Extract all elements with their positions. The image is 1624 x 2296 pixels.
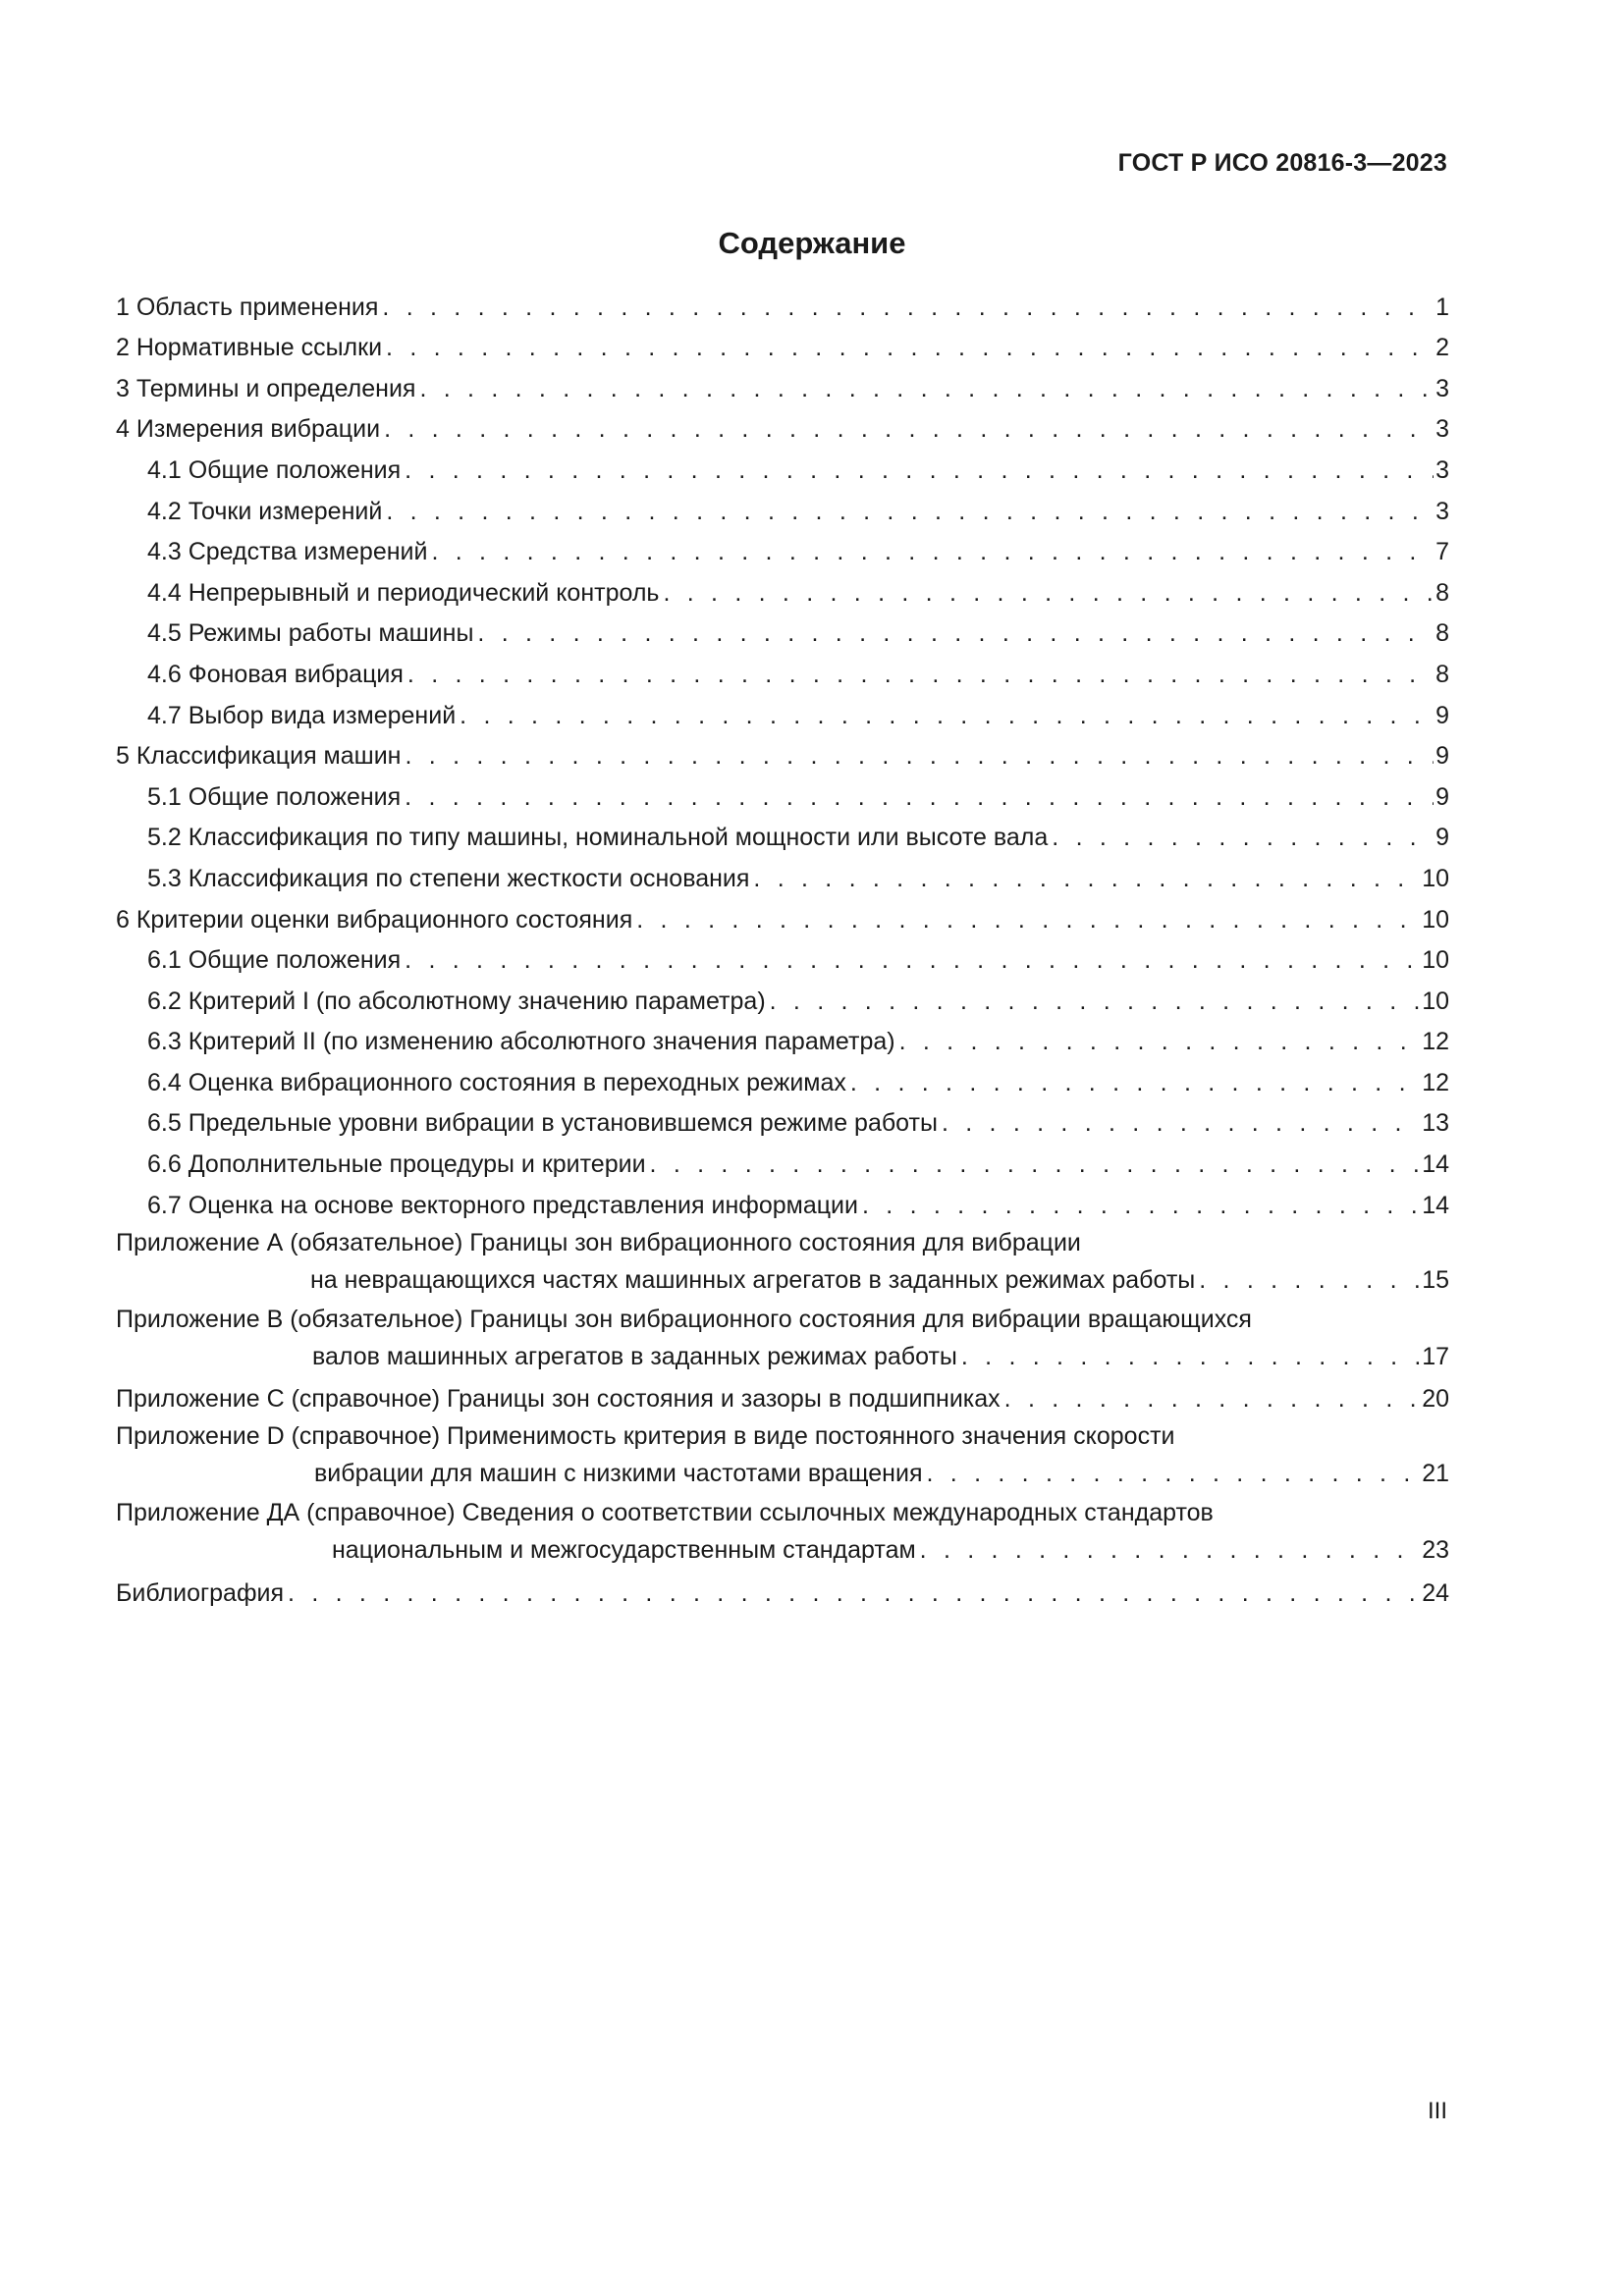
toc-entry-label: 6.2 Критерий I (по абсолютному значению параметра) [147,987,766,1015]
toc-entry-annex-d[interactable] [116,1417,1449,1494]
toc-entry-label-continued: на невращающихся частях машинных агрегатов в заданных режимах работы [310,1265,1196,1294]
toc-entry-page: 8 [1435,660,1449,688]
toc-entry-6-2[interactable] [116,979,1449,1020]
toc-entry-page: 10 [1422,987,1449,1015]
toc-entry-page: 10 [1422,864,1449,892]
toc-entry-page: 3 [1435,374,1449,402]
leader-dots [431,533,1434,570]
toc-entry-page: 3 [1435,455,1449,484]
toc-entry-page: 8 [1435,578,1449,607]
leader-dots [386,493,1434,530]
toc-entry-5-2[interactable] [116,816,1449,857]
toc-entry-4-4[interactable] [116,570,1449,612]
leader-dots [1004,1380,1421,1417]
toc-entry-4-2[interactable] [116,489,1449,530]
page-number: III [1427,2098,1447,2124]
toc-entry-6-6[interactable] [116,1142,1449,1183]
toc-entry-4-1[interactable] [116,448,1449,489]
toc-title: Содержание [718,226,906,260]
document-code: ГОСТ Р ИСО 20816-3—2023 [1117,149,1447,177]
toc-entry-annex-c[interactable] [116,1377,1449,1418]
leader-dots [407,656,1434,693]
toc-entry-label: 2 Нормативные ссылки [116,334,383,362]
leader-dots [899,1023,1421,1060]
toc-entry-5-3[interactable] [116,856,1449,897]
leader-dots [770,983,1421,1020]
toc-entry-annex-a[interactable] [116,1224,1449,1301]
toc-entry-continuation [116,1338,1449,1375]
leader-dots [288,1575,1420,1612]
toc-entry-page: 13 [1422,1109,1449,1138]
leader-dots [636,901,1420,938]
toc-entry-label: 6.6 Дополнительные процедуры и критерии [147,1150,646,1179]
toc-entry-4-3[interactable] [116,530,1449,571]
toc-entry-label: 4.5 Режимы работы машины [147,619,474,648]
toc-entry-label: 1 Область применения [116,293,379,321]
toc-entry-1[interactable] [116,285,1449,326]
leader-dots [850,1064,1420,1101]
leader-dots [405,737,1434,774]
toc-entry-continuation [116,1455,1449,1492]
toc-entry-page: 15 [1422,1265,1449,1294]
toc-entry-page: 2 [1435,334,1449,362]
toc-entry-label: 4.7 Выбор вида измерений [147,701,457,729]
toc-entry-label: 4.4 Непрерывный и периодический контроль [147,578,660,607]
toc-entry-label: 5.2 Классификация по типу машины, номинальной мощности или высоте вала [147,824,1049,852]
leader-dots [942,1104,1420,1142]
toc-entry-label: Приложение ДА (справочное) Сведения о соответствии ссылочных международных стандартов [116,1499,1214,1527]
toc-entry-page: 24 [1422,1578,1449,1607]
toc-entry-label: 6 Критерии оценки вибрационного состояния [116,905,633,934]
leader-dots [663,574,1434,612]
toc-entry-label: 4.6 Фоновая вибрация [147,660,404,688]
toc-entry-label-continued: вибрации для машин с низкими частотами вращения [314,1460,923,1488]
toc-entry-6[interactable] [116,897,1449,938]
toc-entry-page: 23 [1422,1536,1449,1565]
toc-entry-6-3[interactable] [116,1020,1449,1061]
leader-dots [1199,1261,1420,1299]
leader-dots [477,614,1434,652]
toc-entry-2[interactable] [116,326,1449,367]
leader-dots [419,370,1434,407]
toc-entry-page: 9 [1435,742,1449,771]
leader-dots [405,778,1434,816]
toc-entry-page: 12 [1422,1028,1449,1056]
toc-entry-page: 9 [1435,701,1449,729]
toc-entry-label: Приложение D (справочное) Применимость критерия в виде постоянного значения скорости [116,1422,1175,1451]
toc-entry-label: 6.3 Критерий II (по изменению абсолютного значения параметра) [147,1028,895,1056]
toc-entry-page: 20 [1422,1385,1449,1414]
toc-entry-5[interactable] [116,734,1449,775]
leader-dots [386,329,1434,366]
toc-entry-5-1[interactable] [116,774,1449,816]
toc-entry-label: Приложение В (обязательное) Границы зон вибрационного состояния для вибрации вращающихся [116,1305,1252,1333]
toc-entry-page: 3 [1435,415,1449,444]
toc-entry-continuation [116,1531,1449,1569]
toc-entry-page: 7 [1435,538,1449,566]
leader-dots [382,289,1434,326]
leader-dots [460,697,1434,734]
toc-entry-label: Приложение С (справочное) Границы зон состояния и зазоры в подшипниках [116,1385,1001,1414]
toc-entry-page: 10 [1422,946,1449,975]
table-of-contents [116,285,1449,1612]
leader-dots [384,410,1434,448]
toc-entry-annex-b[interactable] [116,1301,1449,1377]
toc-entry-annex-da[interactable] [116,1494,1449,1571]
toc-entry-label: 4.1 Общие положения [147,455,402,484]
toc-entry-label: 3 Термины и определения [116,374,416,402]
toc-entry-4[interactable] [116,407,1449,449]
toc-entry-label: 4 Измерения вибрации [116,415,381,444]
toc-entry-page: 1 [1435,293,1449,321]
leader-dots [753,860,1420,897]
toc-entry-page: 9 [1435,782,1449,811]
toc-entry-label: 6.1 Общие положения [147,946,402,975]
toc-entry-page: 17 [1422,1342,1449,1370]
toc-entry-page: 21 [1422,1460,1449,1488]
toc-entry-page: 12 [1422,1068,1449,1096]
leader-dots [405,452,1434,489]
leader-dots [650,1146,1421,1183]
toc-entry-4-5[interactable] [116,612,1449,653]
toc-entry-page: 9 [1435,824,1449,852]
toc-entry-6-1[interactable] [116,938,1449,980]
toc-entry-continuation [116,1261,1449,1299]
toc-entry-label: 5.1 Общие положения [147,782,402,811]
toc-entry-label-continued: национальным и межгосударственным стандартам [332,1536,916,1565]
toc-entry-label: 5 Классификация машин [116,742,402,771]
leader-dots [1052,819,1434,856]
toc-entry-label: 6.5 Предельные уровни вибрации в установившемся режиме работы [147,1109,938,1138]
leader-dots [862,1187,1420,1224]
toc-entry-label: 6.4 Оценка вибрационного состояния в переходных режимах [147,1068,846,1096]
toc-entry-label: 4.2 Точки измерений [147,497,383,525]
leader-dots [920,1531,1421,1569]
toc-entry-label: Приложение А (обязательное) Границы зон вибрационного состояния для вибрации [116,1228,1081,1256]
toc-entry-label: 5.3 Классификация по степени жесткости основания [147,864,750,892]
toc-entry-page: 3 [1435,497,1449,525]
toc-entry-label-continued: валов машинных агрегатов в заданных режимах работы [312,1342,957,1370]
leader-dots [405,941,1420,979]
toc-entry-label: 4.3 Средства измерений [147,538,428,566]
leader-dots [926,1455,1420,1492]
toc-entry-bibliography[interactable] [116,1571,1449,1612]
toc-entry-3[interactable] [116,366,1449,407]
toc-entry-6-4[interactable] [116,1060,1449,1101]
toc-entry-page: 8 [1435,619,1449,648]
toc-entry-page: 14 [1422,1150,1449,1179]
toc-entry-4-6[interactable] [116,652,1449,693]
toc-entry-4-7[interactable] [116,693,1449,734]
toc-entry-page: 14 [1422,1191,1449,1219]
toc-entry-label: Библиография [116,1578,285,1607]
toc-entry-label: 6.7 Оценка на основе векторного представления информации [147,1191,858,1219]
leader-dots [961,1338,1420,1375]
toc-entry-6-5[interactable] [116,1101,1449,1143]
toc-entry-page: 10 [1422,905,1449,934]
toc-entry-6-7[interactable] [116,1183,1449,1224]
